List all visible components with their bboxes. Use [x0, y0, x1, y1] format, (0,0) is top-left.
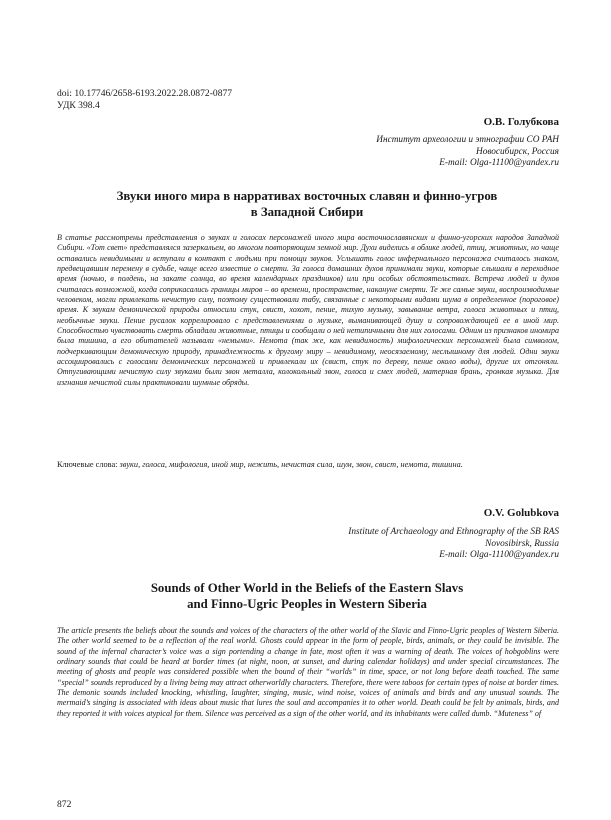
- article-meta: [57, 88, 232, 112]
- abstract-en: The article presents the beliefs about the sounds and voices of the characters of the other world of the Slavic and Finno-Ugric peoples of Western Siberia. The other world seemed to be a reflection of the real world. Ghosts could appear in the form of people, birds, animals, or they could be invisible. The sound of the infernal character’s voice was a sign portending a change in fate, most often it was a warning of death. The voices of hobgoblins were ordinary sounds that could be heard at border times (at night, noon, at sunset, and during calendar holidays) and under special circumstances. The meeting of ghosts and people was considered possible when the bound of their “worlds” in time, space, or not long before death touched. The same “special” sounds reproduced by a living being may attract otherworldly characters. Therefore, there were taboos for certain types of noise at border times. The demonic sounds included knocking, whistling, laughter, singing, music, wind noise, voices of animals and birds and any unusual sounds. The mermaid’s singing is associated with ideas about music that lures the soul and accompanies it to other world. Death could be felt by animals, birds, and they reported it with voices atypical for them. Silence was perceived as a sign of the other world, and its inhabitants were called dumb. “Muteness” of: [57, 626, 559, 718]
- affiliation-ru-institute: Институт археологии и этнографии СО РАН: [376, 135, 559, 145]
- page-number: 872: [57, 799, 72, 810]
- keywords-label: Ключевые слова:: [57, 460, 118, 469]
- keywords-text: звуки, голоса, мифология, иной мир, нежить, нечистая сила, шум, звон, свист, немота, тишина.: [119, 460, 463, 469]
- email-ru[interactable]: E-mail: Olga-11100@yandex.ru: [439, 158, 559, 169]
- email-en[interactable]: E-mail: Olga-11100@yandex.ru: [439, 550, 559, 561]
- author-ru: О.В. Голубкова: [483, 116, 559, 128]
- affiliation-ru-city: Новосибирск, Россия: [475, 146, 559, 157]
- keywords-ru: [57, 460, 559, 471]
- title-en-line1: Sounds of Other World in the Beliefs of the Eastern Slavs: [150, 581, 464, 595]
- udk: УДК 398.4: [57, 100, 100, 111]
- affiliation-en-city: Novosibirsk, Russia: [485, 538, 559, 549]
- doi[interactable]: doi: 10.17746/2658-6193.2022.28.0872-0877: [57, 88, 233, 99]
- affiliation-ru: [376, 135, 559, 170]
- title-en-line2: and Finno-Ugric Peoples in Western Siberia: [187, 597, 427, 611]
- affiliation-en: [348, 527, 559, 562]
- abstract-ru: В статье рассмотрены представления о звуках и голосах персонажей иного мира восточнославянских и финно-угорских народов Западной Сибири. «Тот свет» представлялся зазеркальем, во многом повторяющим земной мир. Духи виделись в облике людей, птиц, животных, но чаще оставались невидимыми и вступали в контакт с людьми при помощи звуков. Услышать голос инфернального персонажа считалось знаком, предвещавшим перемену в судьбе, чаще всего известие о смерти. За голоса домашних духов принимали звуки, которые слышали в переходное время (ночью, в полдень, на закате солнца, во время календарных праздников) или при особых обстоятельствах. Встреча людей и духов считалась возможной, когда соприкасались границы миров – во времени, пространстве, накануне смерти. Те же самые звуки, воспроизводимые человеком, могли привлекать нечистую силу, поэтому существовали табу, связанные с некоторыми видами шума в определенное (пороговое) время. К звукам демонической природы относили стук, свист, хохот, пение, тихую музыку, завывание ветра, голоса животных и птиц, необычные звуки. Пение русалок коррелировало с представлениями о музыке, выманивающей душу и сопровождающей ее в иной мир. Способностью чувствовать смерть обладали животные, птицы и сообщали о ней нетипичными для них голосами. Одним из признаков иномира была тишина, а его обитателей называли «немыми». Немота (так же, как невидимость) мифологических персонажей была символом, подчеркивающим демоническую природу, принадлежность к другому миру – невидимому, неосязаемому, неслышному для людей. Одни звуки ассоциировались с голосами демонических персонажей и привлекали их (свист, стук по дереву, пение около воды), другие их отгоняли. Отпугивающими нечистую силу звуками были звон металла, колокольный звон, голоса и смех людей, матерная брань, громкая музыка. Для изгнания нечистой силы практиковали шумные обряды.: [57, 233, 559, 387]
- author-en: O.V. Golubkova: [483, 507, 559, 519]
- title-ru: [57, 188, 557, 220]
- title-ru-line1: Звуки иного мира в нарративах восточных славян и финно-угров: [116, 189, 498, 203]
- title-en: [57, 580, 557, 612]
- affiliation-en-institute: Institute of Archaeology and Ethnography of the SB RAS: [348, 527, 559, 537]
- title-ru-line2: в Западной Сибири: [250, 205, 364, 219]
